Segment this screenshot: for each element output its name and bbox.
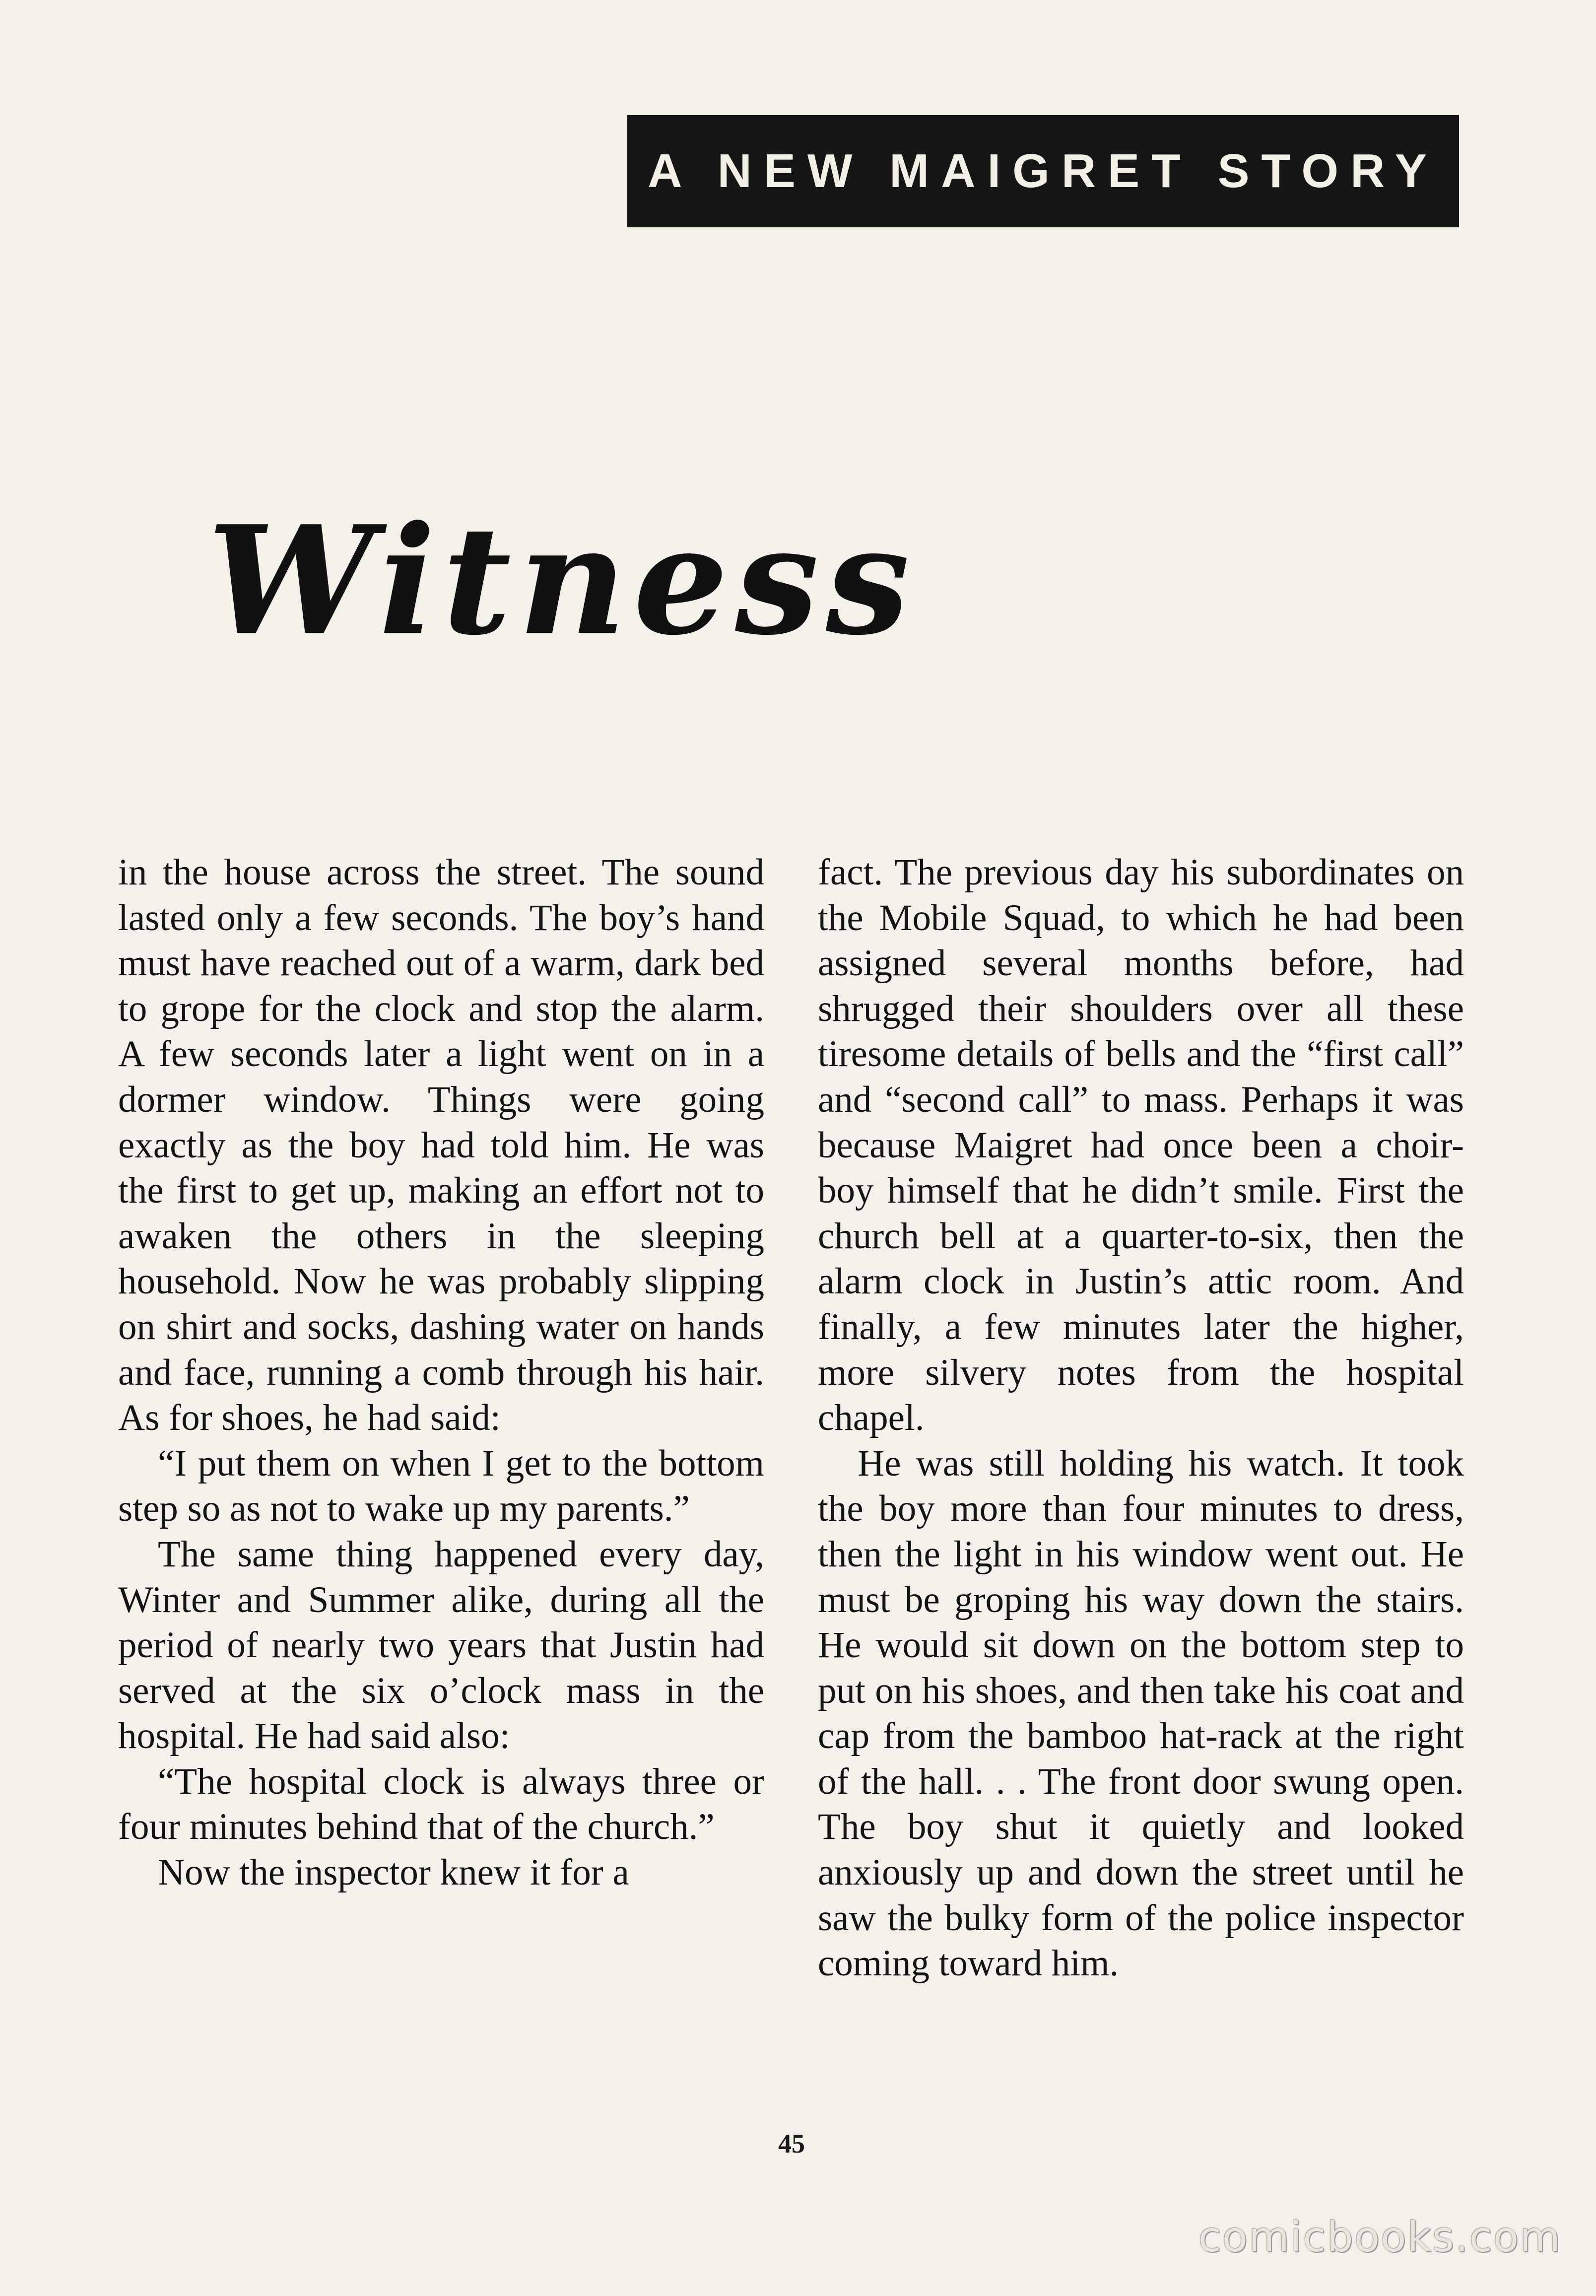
story-banner — [627, 115, 1459, 227]
page-number: 45 — [778, 2129, 805, 2159]
paragraph: He was still holding his watch. It took the boy more than four minutes to dress, then the light in his window went out. He must be groping his way down the stairs. He would sit down on the bottom step to put on his shoes, and then take his coat and cap from the bamboo hat-rack at the right of the hall. . . The front door swung open. The boy shut it quietly and looked anxiously up and down the street until he saw the bulky form of the police inspector coming toward him. — [818, 1442, 1464, 1984]
paragraph: The same thing happened every day, Winter and Summer alike, during all the period of nearly two years that Justin had served at the six o’clock mass in the hospital. He had said also: — [118, 1533, 764, 1757]
right-text-column — [818, 850, 1464, 1986]
left-text-column — [118, 850, 764, 1895]
paragraph: fact. The previous day his subordinates on the Mobile Squad, to which he had been assigned several months before, had shrugged their shoulders over all these tiresome details of bells and the “first call” and “second call” to mass. Perhaps it was because Maigret had once been a choir-boy himself that he didn’t smile. First the church bell at a quarter-to-six, then the alarm clock in Justin’s attic room. And finally, a few minutes later the higher, more silvery notes from the hospital chapel. — [818, 852, 1464, 1439]
paragraph: Now the inspector knew it for a — [158, 1852, 629, 1893]
paragraph: “I put them on when I get to the bottom step so as not to wake up my parents.” — [118, 1442, 764, 1530]
site-watermark: comicbooks.com — [1198, 2213, 1561, 2261]
story-title: Witness — [207, 493, 917, 668]
banner-label: A NEW MAIGRET STORY — [648, 144, 1439, 198]
paragraph: “The hospital clock is always three or four minutes behind that of the church.” — [118, 1760, 764, 1848]
paragraph: in the house across the street. The sound lasted only a few seconds. The boy’s hand must have reached out of a warm, dark bed to grope for the clock and stop the alarm. A few seconds later a light went on in a dormer window. Things were going exactly as the boy had told him. He was the first to get up, making an effort not to awaken the others in the sleeping household. Now he was probably slipping on shirt and socks, dashing water on hands and face, running a comb through his hair. As for shoes, he had said: — [118, 852, 764, 1439]
